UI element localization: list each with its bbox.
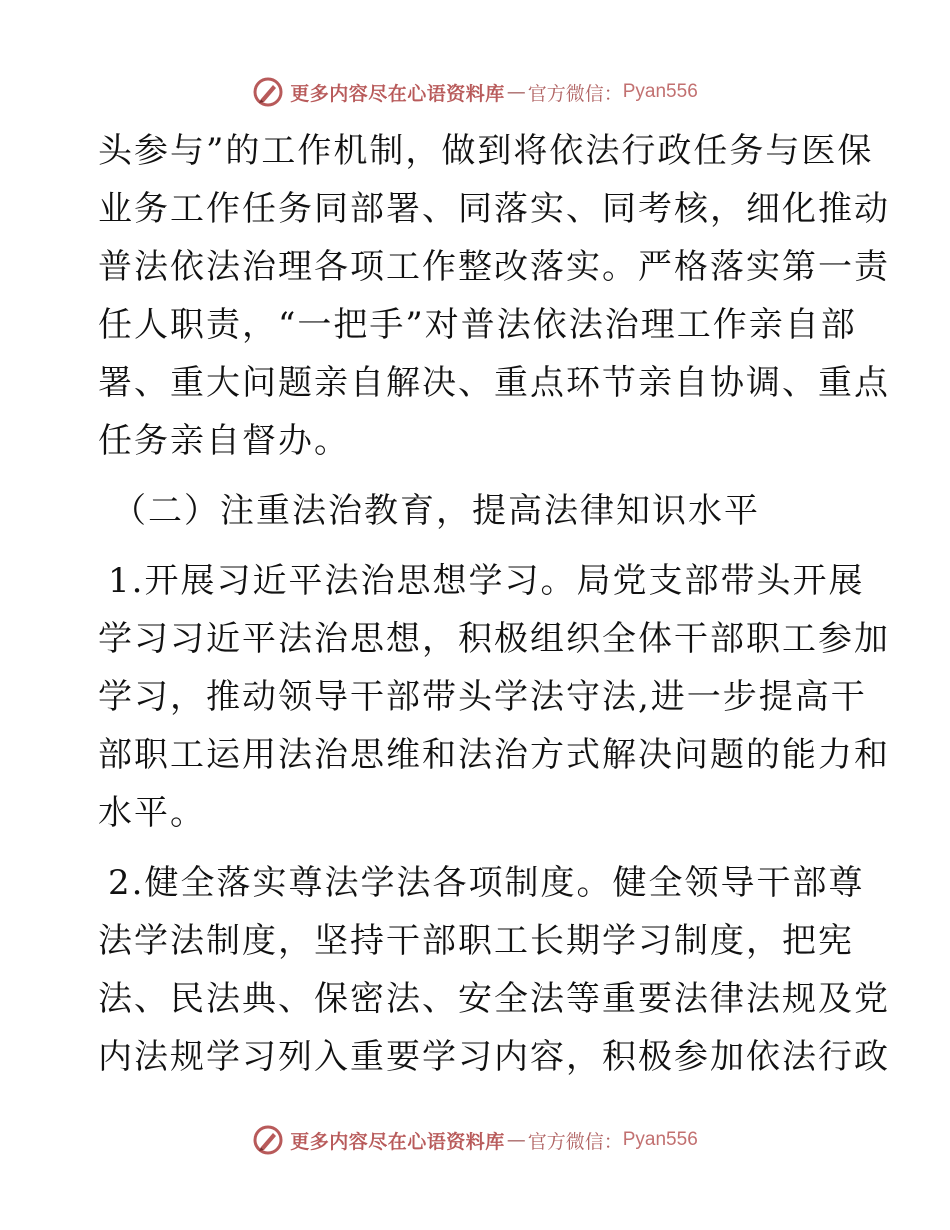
footer-watermark bbox=[0, 1120, 950, 1160]
text-line: 1.开展习近平法治思想学习。局党支部带头开展 bbox=[108, 561, 865, 601]
text-line: 普法依法治理各项工作整改落实。严格落实第一责 bbox=[98, 247, 890, 287]
watermark-text: 更多内容尽在心语资料库 bbox=[290, 1130, 505, 1153]
watermark-label: 官方微信： bbox=[527, 82, 623, 105]
header-watermark bbox=[0, 72, 950, 112]
text-line: 法、民法典、保密法、安全法等重要法律法规及党 bbox=[98, 979, 890, 1019]
text-line: 业务工作任务同部署、同落实、同考核，细化推动 bbox=[98, 189, 890, 229]
text-line: 学习习近平法治思想，积极组织全体干部职工参加 bbox=[98, 619, 890, 659]
section-heading: （二）注重法治教育，提高法律知识水平 bbox=[112, 491, 760, 531]
text-line: 任人职责，“一把手”对普法依法治理工作亲自部 bbox=[98, 305, 857, 345]
item-1-paragraph bbox=[98, 552, 890, 842]
watermark-account: Pyan556 bbox=[622, 81, 698, 102]
pen-logo-icon bbox=[252, 76, 284, 108]
watermark-label: 官方微信： bbox=[527, 1130, 623, 1153]
paragraph-1 bbox=[98, 122, 890, 470]
watermark-account: Pyan556 bbox=[622, 1129, 698, 1150]
text-line: 部职工运用法治思维和法治方式解决问题的能力和 bbox=[98, 735, 890, 775]
text-line: 2.健全落实尊法学法各项制度。健全领导干部尊 bbox=[108, 863, 865, 903]
text-line: 署、重大问题亲自解决、重点环节亲自协调、重点 bbox=[98, 363, 890, 403]
document-body bbox=[98, 122, 890, 1086]
text-line: 水平。 bbox=[98, 793, 206, 833]
text-line: 学习，推动领导干部带头学法守法,进一步提高干 bbox=[98, 677, 867, 717]
text-line: 任务亲自督办。 bbox=[98, 421, 350, 461]
item-2-paragraph bbox=[98, 854, 890, 1086]
watermark-dash: — bbox=[506, 81, 526, 103]
watermark-dash: — bbox=[506, 1129, 526, 1151]
text-line: 内法规学习列入重要学习内容，积极参加依法行政 bbox=[98, 1037, 890, 1077]
text-line: 头参与”的工作机制，做到将依法行政任务与医保 bbox=[98, 131, 874, 171]
pen-logo-icon bbox=[252, 1124, 284, 1156]
text-line: 法学法制度，坚持干部职工长期学习制度，把宪 bbox=[98, 921, 854, 961]
watermark-text: 更多内容尽在心语资料库 bbox=[290, 82, 505, 105]
